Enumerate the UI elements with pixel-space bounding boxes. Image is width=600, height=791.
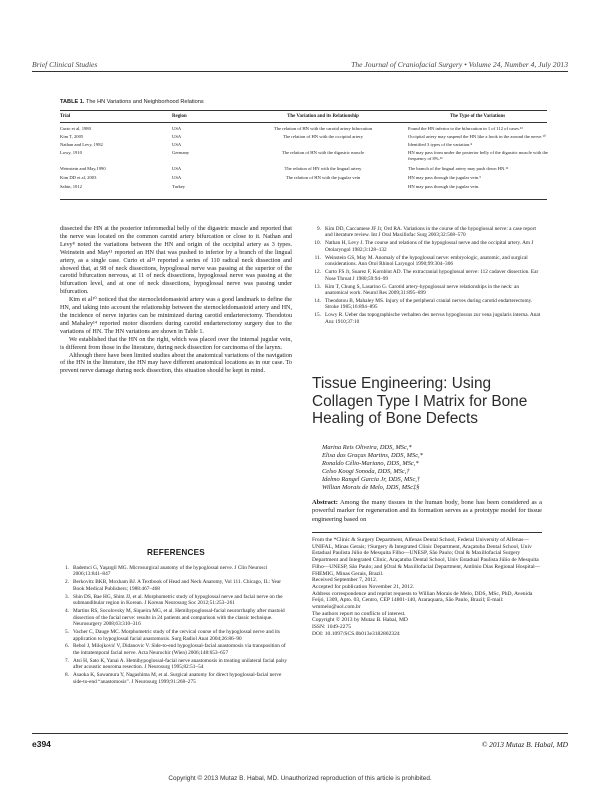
affiliation-line: Accepted for publication November 21, 2012.	[312, 583, 415, 590]
reference-item	[60, 643, 292, 656]
affiliation-line: The authors report no conflicts of interest.	[312, 610, 406, 617]
reference-text: Berkovitz BKB, Moxham BJ. A Textbook of Head and Neck Anatomy, Vol 111. Chicago, IL: Year Book Medical Publishers; 1988:467–468	[73, 579, 281, 592]
table-cell: Sahin, 1012	[60, 184, 82, 189]
reference-text: Weinstein GS, May M. Anomaly of the hypoglossal nerve: embryologic, anatomic, and surgical considerations. Ann Otol Rhinol Laryngol 1990;99:304–306	[325, 254, 528, 268]
table-cell: Turkey	[172, 184, 186, 189]
left-column-body	[60, 226, 292, 376]
reference-text: Theodotou B, Mahaley MS. Injury of the peripheral cranial nerves during carotid endarterectomy. Stroke 1985;16:894–895	[325, 298, 533, 311]
reference-item	[312, 255, 542, 268]
table-cell: HN may pass through the jugular vein.	[408, 184, 480, 189]
affiliation-line: DOI: 10.1097/SCS.0b013e3182802324	[312, 630, 400, 637]
footer-rule	[32, 733, 568, 734]
abstract	[312, 499, 542, 524]
table-cell: Curto et al, 1980	[60, 126, 91, 131]
table-row	[0, 126, 600, 134]
reference-item	[312, 312, 542, 325]
table-caption-text: The HN Variations and Neighborhood Relations	[85, 99, 204, 105]
reference-item	[312, 298, 542, 311]
references-list-right	[312, 226, 542, 327]
table-header-trial: Trial	[60, 114, 71, 119]
table-cell: The relation of HN with the occipital artery	[283, 134, 363, 139]
table-cell: Germany	[172, 150, 190, 155]
table-row	[0, 134, 600, 142]
table-cell: The branch of the lingual artery may push down HN.¹¹	[408, 166, 509, 171]
body-paragraph: Although there have been limited studies about the anatomical variations of the navigation of the HN in the literature, the HN may have different anatomical locations as in our case. To prevent nerve damage during neck dissection, this situation should be kept in mind.	[60, 352, 292, 375]
table-cell: Kim DD et al, 2003	[60, 175, 97, 180]
reference-text: Martins RS, Socolovsky M, Siqueira MG, et al. Hemihypoglossal-facial neurorrhaphy after mastoid dissection of the facial nerve: results in 24 patients and comparison with the classic technique. Neurosurgery 2008;63:310–316	[73, 608, 285, 628]
table-cell: Identified 3 types of the variation.⁸	[408, 142, 473, 147]
reference-number: 11.	[314, 254, 321, 261]
table-header-region: Region	[172, 114, 187, 119]
table-cell: Found the HN inferior to the bifurcation in 1 of 112 of cases.¹³	[408, 126, 523, 131]
affiliation-line: ISSN: 1049-2275	[312, 624, 351, 631]
body-paragraph: Kim et al¹⁰ noticed that the sternocleidomastoid artery was a good landmark to define the HN, and taking into account the relationship between the sternocleidomastoid artery and HN, the incidence of nerve injuries can be minimized during carotid endarterectomy. Theodotou and Mahaley¹⁴ reported motor disorders during carotid endarterectomy surgery due to the variations of HN. The HN variations are shown in Table 1.	[60, 297, 292, 335]
reference-number: 15.	[314, 312, 321, 319]
affiliation-rule	[312, 532, 542, 533]
affiliation-line: From the *Clinic & Surgery Department, Alfenas Dental School, Federal University of Alfenas—UNIFAL, Minas Gerais; †Surgery & Integrated Clinic Department, Araçatuba Dental School, Univ Estadual Paulista Júlio de Mesquita Filho—UNESP, São Paulo; Oral & Maxillofacial Surgery Department and Integrated Clinic, Araçatuba Dental School, Univ Estadual Paulista Júlio de Mesquita Filho—UNESP, São Paulo; and §Oral & Maxillofacial Department, Antônio Dias Regional Hospital—FHEMIG, Minas Gerais, Brazil.	[312, 537, 541, 577]
table-row	[0, 156, 600, 164]
body-paragraph: We established that the HN on the right, which was placed over the internal jugular vein, is different from those in the literature, during neck dissection for carcinoma of the larynx.	[60, 336, 292, 351]
article-title: Tissue Engineering: Using Collagen Type I Matrix for Bone Healing of Bone Defects	[312, 375, 528, 427]
reference-number: 14.	[314, 298, 321, 305]
footer-copyright: © 2013 Mutaz B. Habal, MD	[481, 740, 568, 749]
reference-text: Nathan H, Levy J. The course and relations of the hypoglossal nerve and the occipital artery. Am J Otolaryngol 1982;3:128–132	[325, 240, 534, 253]
running-header-left: Brief Clinical Studies	[32, 60, 98, 69]
table-cell: USA	[172, 126, 182, 131]
reference-item	[312, 240, 542, 253]
author-name: Marina Reis Oliveira, DDS, MSc,*	[322, 444, 412, 451]
reference-item	[60, 565, 292, 578]
table-cell: The relation of HN with the jugular vein	[285, 175, 361, 180]
copyright-notice: Copyright © 2013 Mutaz B. Habal, MD. Unauthorized reproduction of this article is prohibited.	[168, 775, 432, 782]
table-cell: HN may pass from under the posterior belly of the digastric muscle with the	[408, 150, 548, 155]
page-number: e394	[32, 739, 51, 749]
references-list-left	[60, 565, 292, 687]
table-cell: The relation of HN with the digastric muscle	[281, 150, 365, 155]
table-header-rule	[60, 122, 547, 123]
reference-text: Lowy R. Ueber das topographische verhalten des nervus hypoglossus zur vena jugularis interna. Anat Anz 1910;37:10	[325, 312, 541, 325]
table-row	[0, 175, 600, 183]
reference-item	[60, 658, 292, 671]
reference-text: Kim T, Chung S, Lasarino G. Carotid artery-hypoglossal nerve relationships in the neck: an anatomical work. Neurol Res 2009;31:895–899	[325, 283, 519, 297]
table-cell: Lowy, 1910	[60, 150, 82, 155]
header-rule	[32, 71, 568, 72]
affiliation-block	[312, 537, 542, 638]
table-cell: Nathan and Levy, 1982	[60, 142, 103, 147]
table-cell: Kim T, 2005	[60, 134, 84, 139]
reference-number: 7.	[65, 657, 69, 664]
reference-text: Curto FS Jr, Suarez F, Kornblut AD. The extracranial hypoglossal nerve: 112 cadaver dissection. Ear Nose Throat J 1980;59:94–99	[325, 269, 539, 282]
reference-item	[312, 226, 542, 239]
reference-number: 1.	[65, 565, 69, 571]
reference-item	[60, 594, 292, 607]
reference-number: 13.	[314, 283, 321, 290]
table-row	[0, 166, 600, 174]
abstract-text: Among the many tissues in the human body, bone has been considered as a powerful marker for regeneration and its formation serves as a prototype model for tissue engineering based on	[312, 499, 542, 523]
table-label: TABLE 1.	[60, 99, 85, 105]
table-row	[0, 184, 600, 192]
reference-number: 10.	[314, 240, 321, 247]
table-header-type: The Type of the Variations	[449, 114, 506, 119]
body-paragraph: dissected the HN at the posterior inferomedial belly of the digastric muscle and reported that the nerve was located on the common carotid artery bifurcation or close to it. Nathan and Levy⁸ noted the variations between the HN and origin of the occipital artery as 3 types. Weinstein and May¹¹ reported an HN that was pushed to inferior by a branch of the lingual artery, as a single case. Curto et al¹³ reported a series of 110 radical neck dissection and showed that, at 98 of neck dissections, hypoglossal nerve was passing at the superior of the carotid bifurcation nervous, at 11 of neck dissections, hypoglossal nerve was passing at the bifurcation level, and at one of neck dissections, hypoglossal nerve was passing under bifurcation.	[60, 226, 292, 296]
affiliation-line: Address correspondence and reprint requests to Willian Morais de Melo, DDS, MSc, PhD, Avenida Feijó, 1309, Apto. 03, Centro, CEP 14801-140, Araraquara, São Paulo, Brazil; E-mail: wmmelo@uol.com.br	[312, 590, 533, 611]
reference-number: 4.	[65, 608, 69, 615]
reference-number: 12.	[314, 269, 321, 276]
author-list	[322, 444, 542, 493]
table-top-rule	[60, 110, 547, 111]
reference-item	[60, 672, 292, 685]
author-name: Elisa das Graças Martins, DDS, MSc,*	[322, 452, 423, 460]
reference-number: 2.	[65, 579, 69, 586]
table-cell: USA	[172, 134, 182, 139]
reference-number: 8.	[65, 672, 69, 679]
reference-number: 3.	[65, 593, 69, 600]
table-cell: USA	[172, 142, 182, 147]
abstract-label: Abstract:	[312, 499, 338, 506]
reference-text: Bademci G, Yaşargil MG. Microsurgical anatomy of the hypoglossal nerve. J Clin Neurosci 2006;13:841–847	[73, 565, 268, 578]
table-cell: Occipital artery may suspend the HN like a hook in the around the nerve.¹⁰	[408, 134, 546, 139]
reference-text: Asaoka K, Sawamura Y, Nagashima M, et al. Surgical anatomy for direct hypoglossal-facial nerve side-to-end “anastomosis”. J Neurosurg 1999;91:268–275	[73, 672, 282, 685]
references-heading: REFERENCES	[147, 548, 205, 557]
reference-item	[60, 629, 292, 642]
table-cell: USA	[172, 166, 182, 171]
reference-text: Vacher C, Dauge MC. Morphometric study of the cervical course of the hypoglossal nerve and its application to hypoglossal facial anastomosis. Surg Radiol Anat 2004;26:86–90	[73, 629, 280, 642]
table-header-variation: The Variation and its Relationship	[287, 114, 359, 119]
author-name: Idelmo Rangel Garcia Jr, DDS, MSc,†	[322, 476, 421, 484]
reference-text: Kim DD, Caccamese JF Jr, Ord RA. Variations in the course of the hypoglossal nerve: a case report and literature review. Int J Oral Maxillofac Surg 2003;32:568–570	[325, 226, 536, 239]
reference-item	[60, 579, 292, 592]
table-cell: The relation of HN with the lingual artery	[284, 166, 362, 171]
table-caption	[60, 99, 204, 105]
reference-number: 9.	[317, 226, 321, 232]
table-body	[0, 126, 600, 196]
table-cell: frequency of 8%.¹⁶	[408, 156, 443, 161]
reference-item	[312, 284, 542, 297]
table-cell: The relation of HN with the carotid artery bifurcation	[273, 126, 373, 131]
reference-text: Rebol J, Milojković V, Didanovic V. Side-to-end hypoglossal-facial anastomosis via transposition of the intratemporal facial nerve. Acta Neurochir (Wien) 2006;148:653–657	[73, 643, 286, 656]
table-row	[0, 142, 600, 150]
author-name: Celso Koogi Sonoda, DDS, MSc,†	[322, 468, 410, 476]
table-cell: Weinstein and May,1990	[60, 166, 106, 171]
author-name: Willian Morais de Melo, DDS, MSc‡§	[322, 484, 420, 492]
table-bottom-rule	[60, 199, 547, 200]
reference-item	[312, 269, 542, 282]
table-cell: HN may pass through the jugular vein.⁹	[408, 175, 481, 180]
affiliation-line: Copyright © 2013 by Mutaz B. Habal, MD	[312, 617, 408, 624]
reference-text: Atsi H, Sato K, Yanai A. Hemihypoglossal-facial nerve anastomosis in treating unilateral facial palsy after acoustic neuroma resection. J Neurosurg 1995;82:51–54	[73, 657, 288, 671]
table-cell: USA	[172, 175, 182, 180]
reference-text: Shin DS, Bae HG, Shim JJ, et al. Morphometric study of hypoglossal nerve and facial nerve on the submandibular region in Korean. J Korean Neurosurg Soc 2012;51:253–261	[73, 593, 283, 607]
running-header-right: The Journal of Craniofacial Surgery • Volume 24, Number 4, July 2013	[351, 60, 568, 69]
affiliation-line: Received September 7, 2012.	[312, 577, 378, 584]
reference-item	[60, 608, 292, 627]
reference-number: 6.	[65, 643, 69, 650]
reference-number: 5.	[65, 629, 69, 636]
author-name: Ronaldo Célio-Mariano, DDS, MSc,*	[322, 460, 419, 468]
